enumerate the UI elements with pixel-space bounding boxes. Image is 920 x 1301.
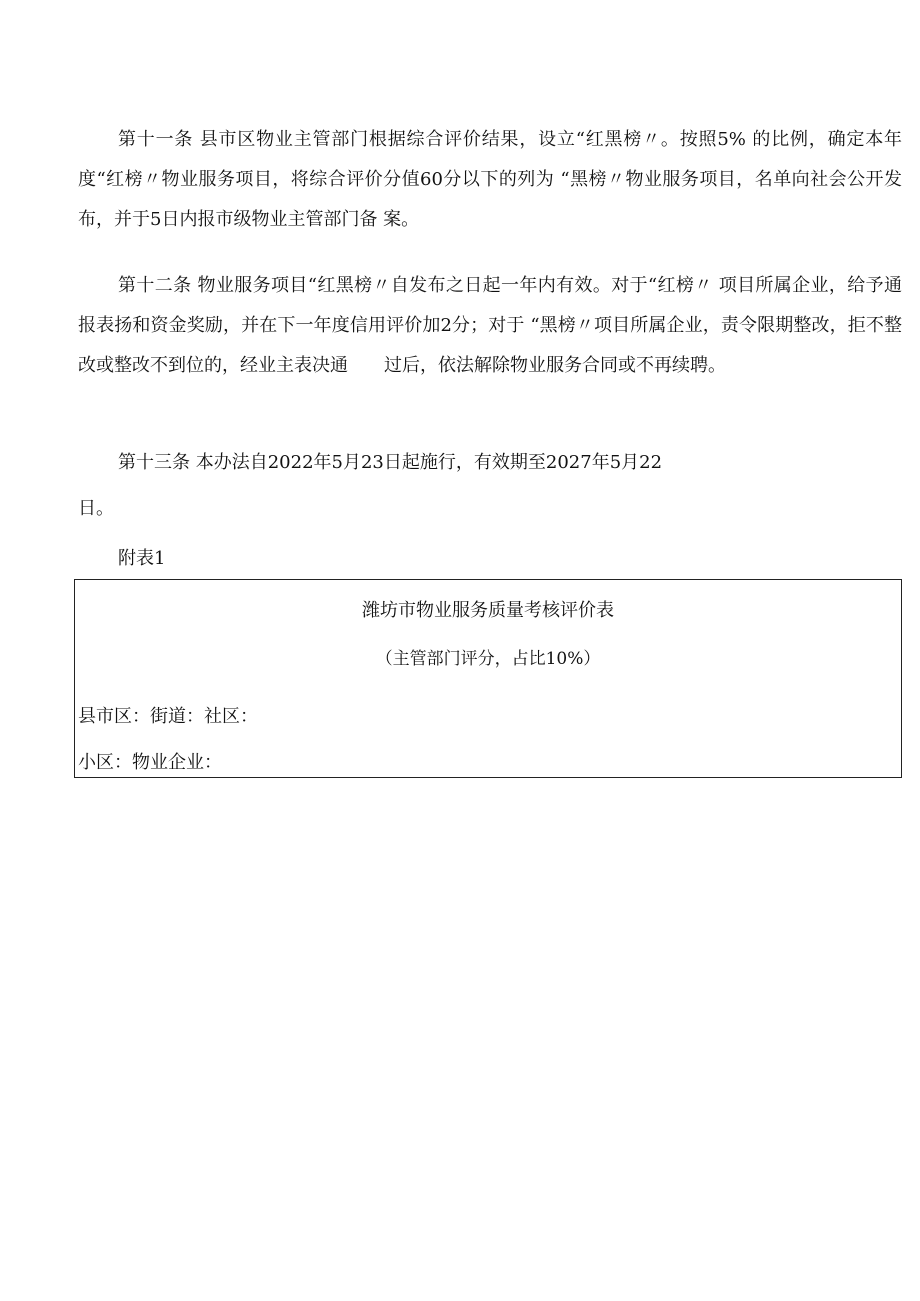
property-fields-row: 小区：物业企业： (78, 752, 222, 773)
appendix-label: 附表1 (118, 548, 166, 569)
location-fields-row: 县市区：街道：社区： (78, 706, 258, 727)
evaluation-form-table (74, 579, 902, 778)
form-title: 潍坊市物业服务质量考核评价表 (362, 600, 614, 621)
form-subtitle: （主管部门评分，占比10%） (375, 649, 601, 669)
article-13-paragraph: 第十三条 本办法自2022年5月23日起施行，有效期至2027年5月22 (118, 452, 663, 473)
article-13-continuation: 日。 (78, 498, 114, 519)
article-11-paragraph: 第十一条 县市区物业主管部门根据综合评价结果，设立“红黑榜〃。按照5% 的比例，确定本年度“红榜〃物业服务项目，将综合评价分值60分以下的列为 “黑榜〃物业服务项目，名单向社会公开发布，并于5日内报市级物业主管部门备 案。 (78, 129, 902, 230)
article-12-paragraph: 第十二条 物业服务项目“红黑榜〃自发布之日起一年内有效。对于“红榜〃 项目所属企业，给予通报表扬和资金奖励，并在下一年度信用评价加2分；对于 “黑榜〃项目所属企业，责令限期整改，拒不整改或整改不到位的，经业主表决通 过后，依法解除物业服务合同或不再续聘。 (78, 275, 902, 376)
